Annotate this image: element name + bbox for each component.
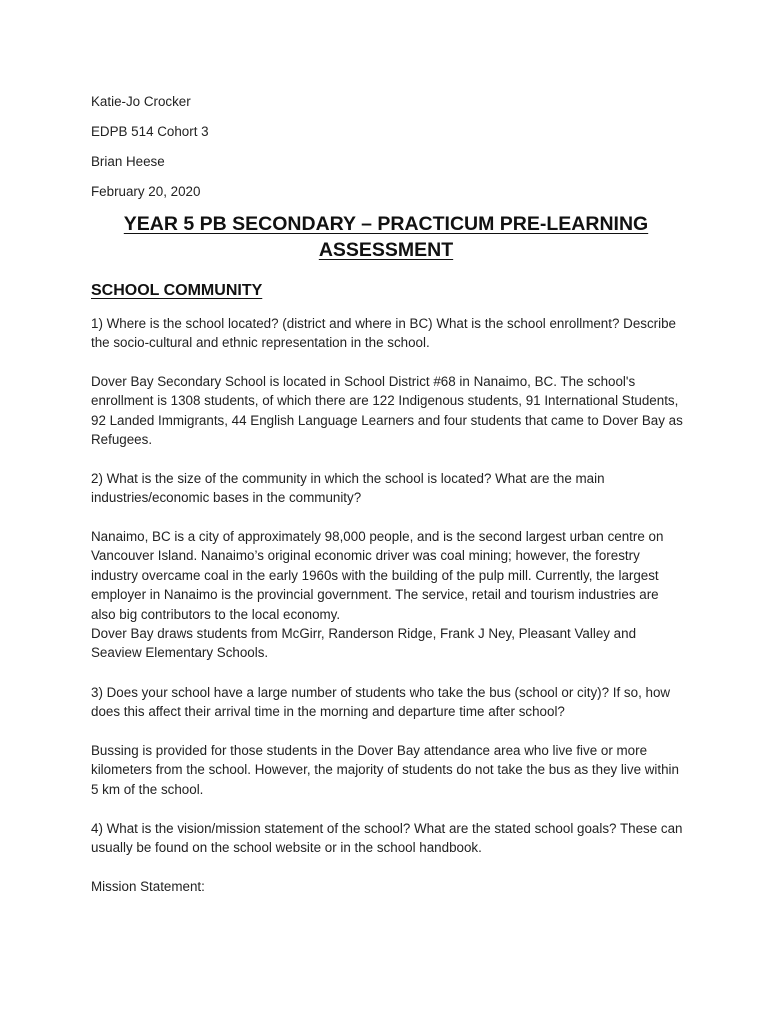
document-date: February 20, 2020 <box>91 184 201 199</box>
author-name: Katie-Jo Crocker <box>91 94 191 109</box>
question-4: 4) What is the vision/mission statement of the school? What are the stated school goals? These can usually be found on the school website or in the school handbook. <box>91 821 683 856</box>
mission-statement-label: Mission Statement: <box>91 879 205 894</box>
answer-2-continued: Dover Bay draws students from McGirr, Randerson Ridge, Frank J Ney, Pleasant Valley and Seaview Elementary Schools. <box>91 626 637 661</box>
question-2: 2) What is the size of the community in which the school is located? What are the main industries/economic bases in the community? <box>91 471 605 506</box>
section-heading: SCHOOL COMMUNITY <box>91 282 263 299</box>
answer-3: Bussing is provided for those students in the Dover Bay attendance area who live five or more kilometers from the school. However, the majority of students do not take the bus as they live within 5 km of the school. <box>91 743 679 797</box>
course-code: EDPB 514 Cohort 3 <box>91 124 209 139</box>
question-1: 1) Where is the school located? (district and where in BC) What is the school enrollment? Describe the socio-cultural and ethnic representation in the school. <box>91 316 676 351</box>
answer-2: Nanaimo, BC is a city of approximately 98,000 people, and is the second largest urban centre on Vancouver Island. Nanaimo’s original economic driver was coal mining; however, the forestry industry overcame coal in the early 1960s with the building of the pulp mill. Currently, the largest employer in Nanaimo is the provincial government. The service, retail and tourism industries are also big contributors to the local economy. <box>91 529 664 622</box>
answer-1: Dover Bay Secondary School is located in School District #68 in Nanaimo, BC. The school's enrollment is 1308 students, of which there are 122 Indigenous students, 91 International Students, 92 Landed Immigrants, 44 English Language Learners and four students that came to Dover Bay as Refugees. <box>91 374 683 448</box>
question-3: 3) Does your school have a large number of students who take the bus (school or city)? If so, how does this affect their arrival time in the morning and departure time after school? <box>91 685 671 720</box>
instructor-name: Brian Heese <box>91 154 165 169</box>
document-title: YEAR 5 PB SECONDARY – PRACTICUM PRE-LEARNING ASSESSMENT <box>123 213 649 261</box>
